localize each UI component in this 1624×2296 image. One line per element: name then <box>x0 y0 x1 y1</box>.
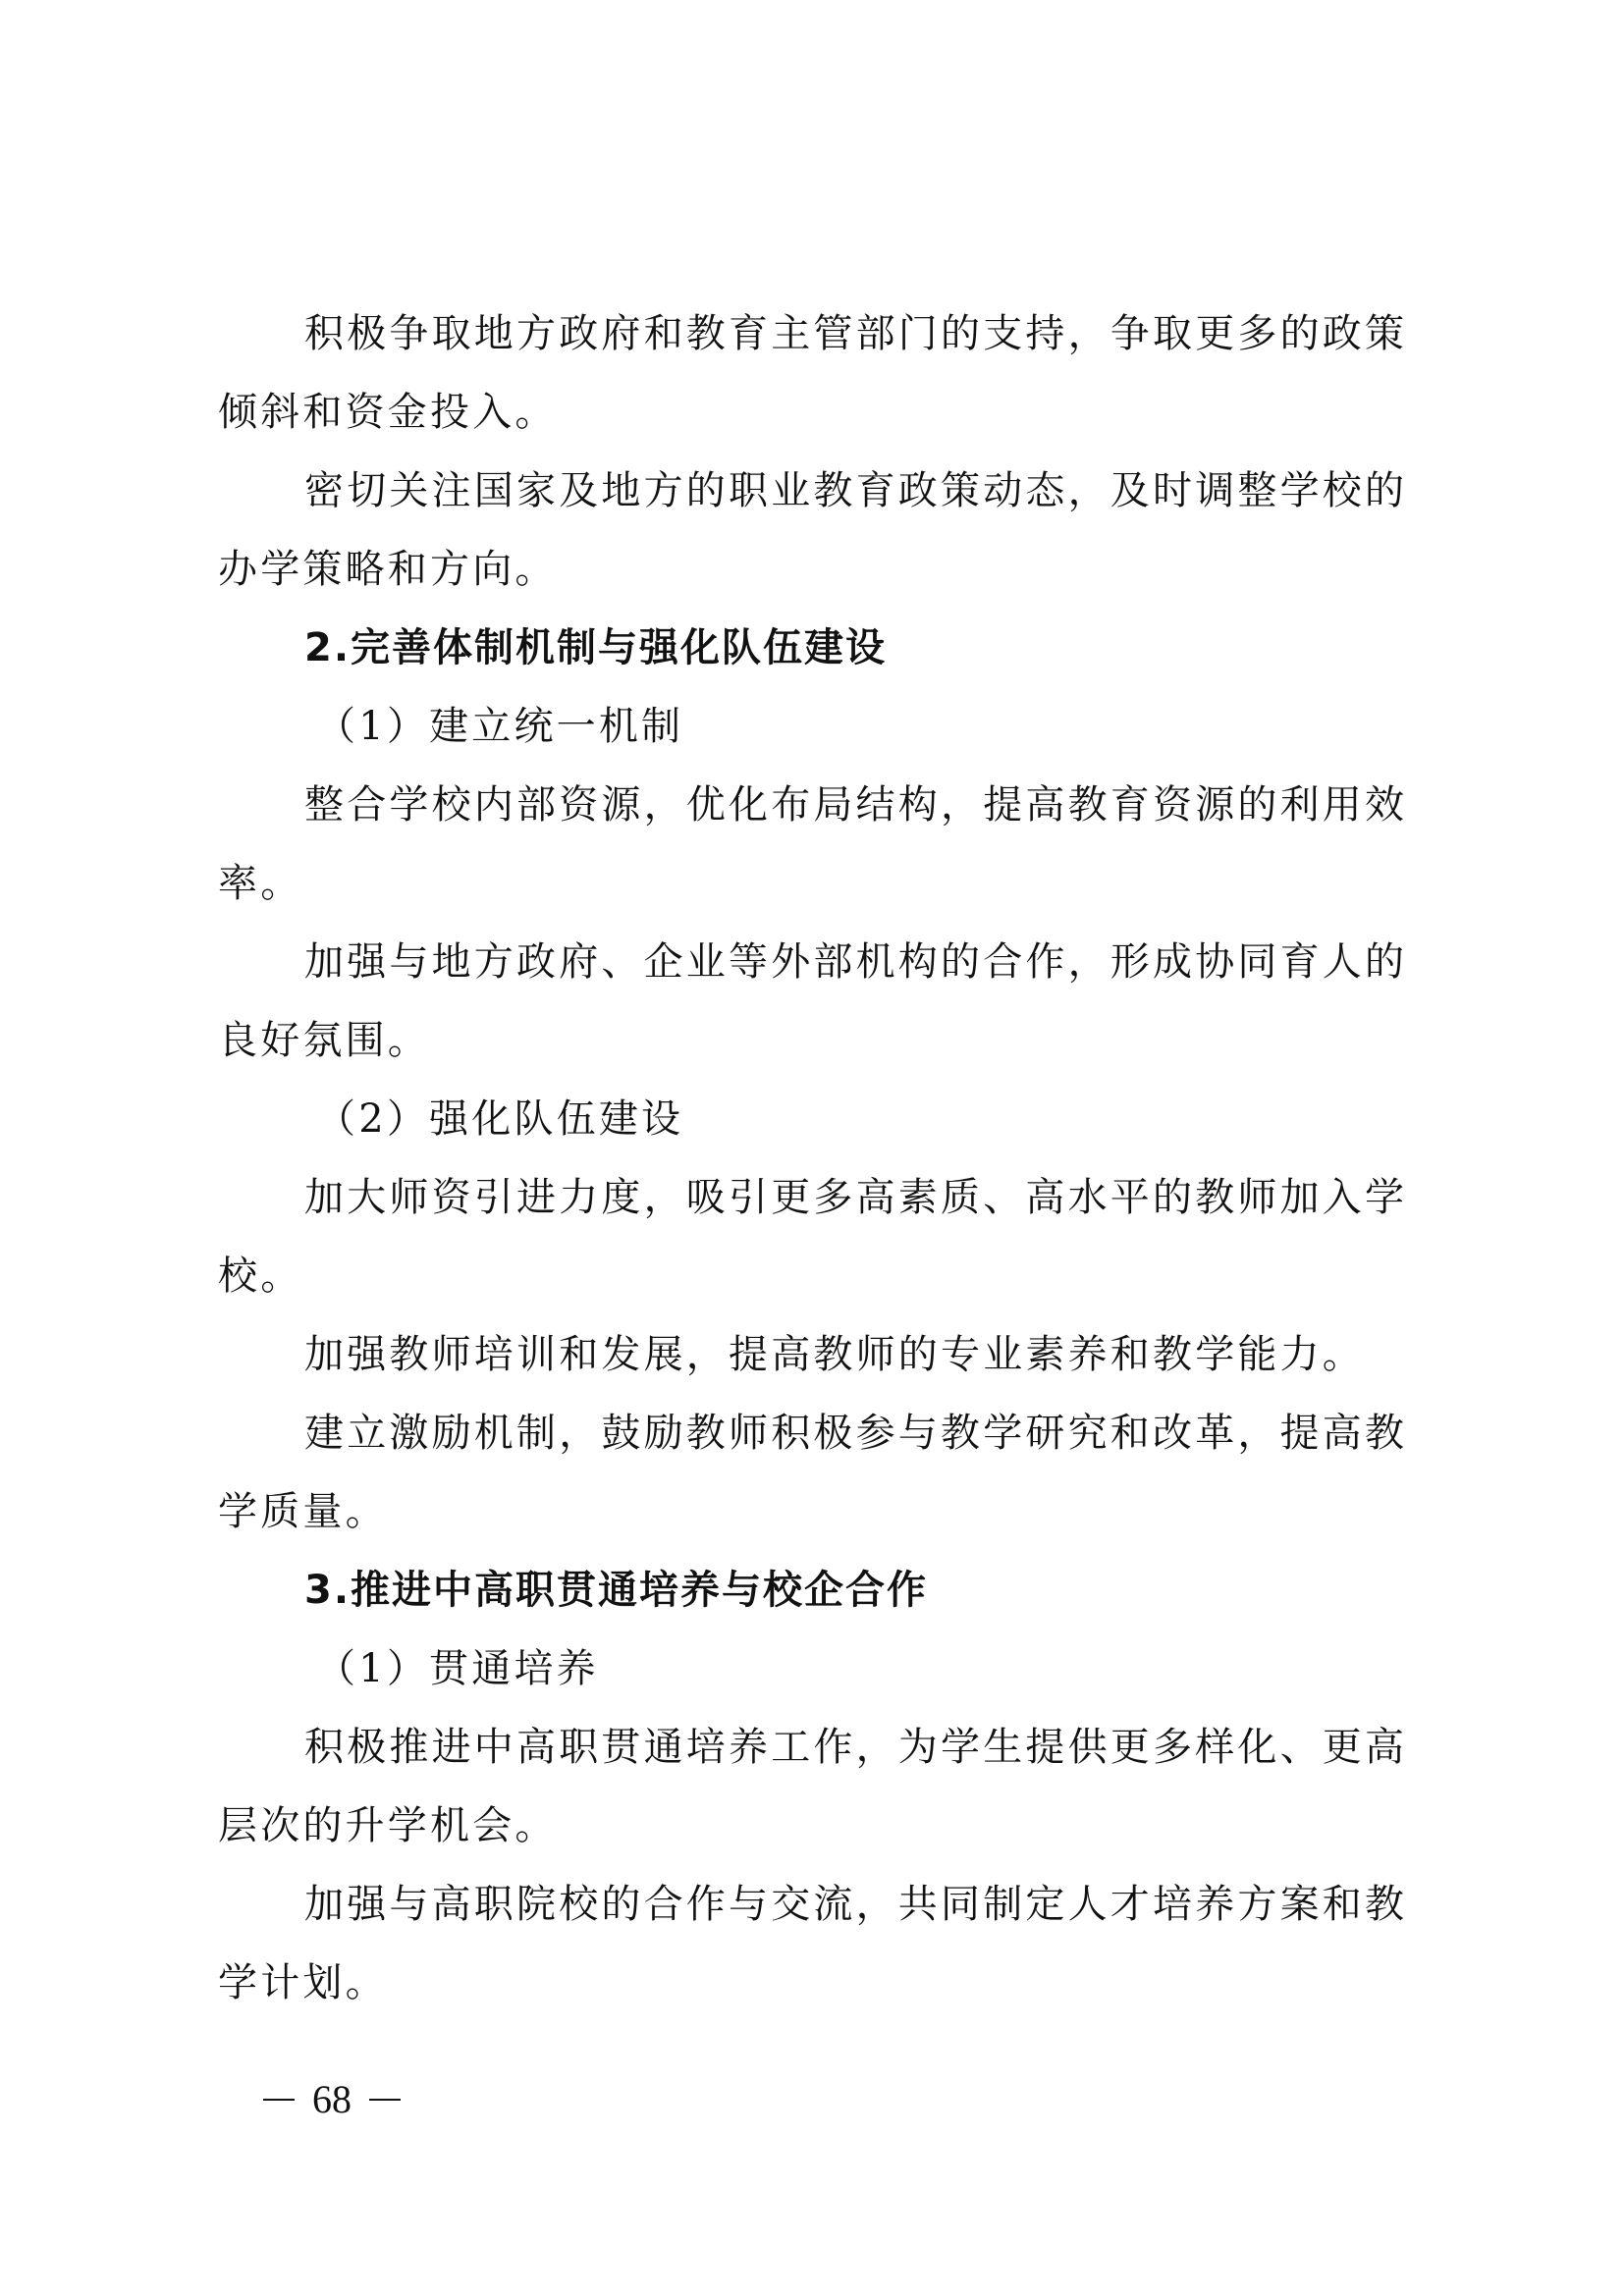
body-line: 学计划。 <box>218 1960 388 2005</box>
footer-dash-right <box>369 2099 401 2101</box>
section-heading: 2.完善体制机制与强化队伍建设 <box>304 625 888 670</box>
body-line: 校。 <box>218 1254 303 1299</box>
body-line: 办学策略和方向。 <box>218 547 558 592</box>
page-footer <box>263 2076 401 2122</box>
body-line: 率。 <box>218 861 303 906</box>
body-line: 整合学校内部资源，优化布局结构，提高教育资源的利用效 <box>304 782 1408 828</box>
body-line: 加强教师培训和发展，提高教师的专业素养和教学能力。 <box>304 1332 1365 1377</box>
section-heading: 3.推进中高职贯通培养与校企合作 <box>304 1568 929 1613</box>
body-line: 积极推进中高职贯通培养工作，为学生提供更多样化、更高 <box>304 1725 1408 1770</box>
subsection-heading: （2）强化队伍建设 <box>316 1096 684 1142</box>
body-line: 加强与高职院校的合作与交流，共同制定人才培养方案和教 <box>304 1882 1408 1927</box>
subsection-heading: （1）建立统一机制 <box>316 704 684 749</box>
body-line: 积极争取地方政府和教育主管部门的支持，争取更多的政策 <box>304 311 1408 356</box>
body-line: 加强与地方政府、企业等外部机构的合作，形成协同育人的 <box>304 939 1408 985</box>
body-line: 建立激励机制，鼓励教师积极参与教学研究和改革，提高教 <box>304 1411 1408 1456</box>
subsection-heading: （1）贯通培养 <box>316 1646 599 1691</box>
footer-dash-left <box>263 2099 295 2101</box>
body-line: 学质量。 <box>218 1489 388 1534</box>
body-line: 良好氛围。 <box>218 1018 430 1063</box>
document-page <box>218 294 1424 2022</box>
body-line: 密切关注国家及地方的职业教育政策动态，及时调整学校的 <box>304 468 1408 513</box>
body-line: 层次的升学机会。 <box>218 1803 558 1848</box>
body-line: 倾斜和资金投入。 <box>218 390 558 435</box>
body-line: 加大师资引进力度，吸引更多高素质、高水平的教师加入学 <box>304 1175 1408 1220</box>
page-number: 68 <box>312 2077 352 2121</box>
